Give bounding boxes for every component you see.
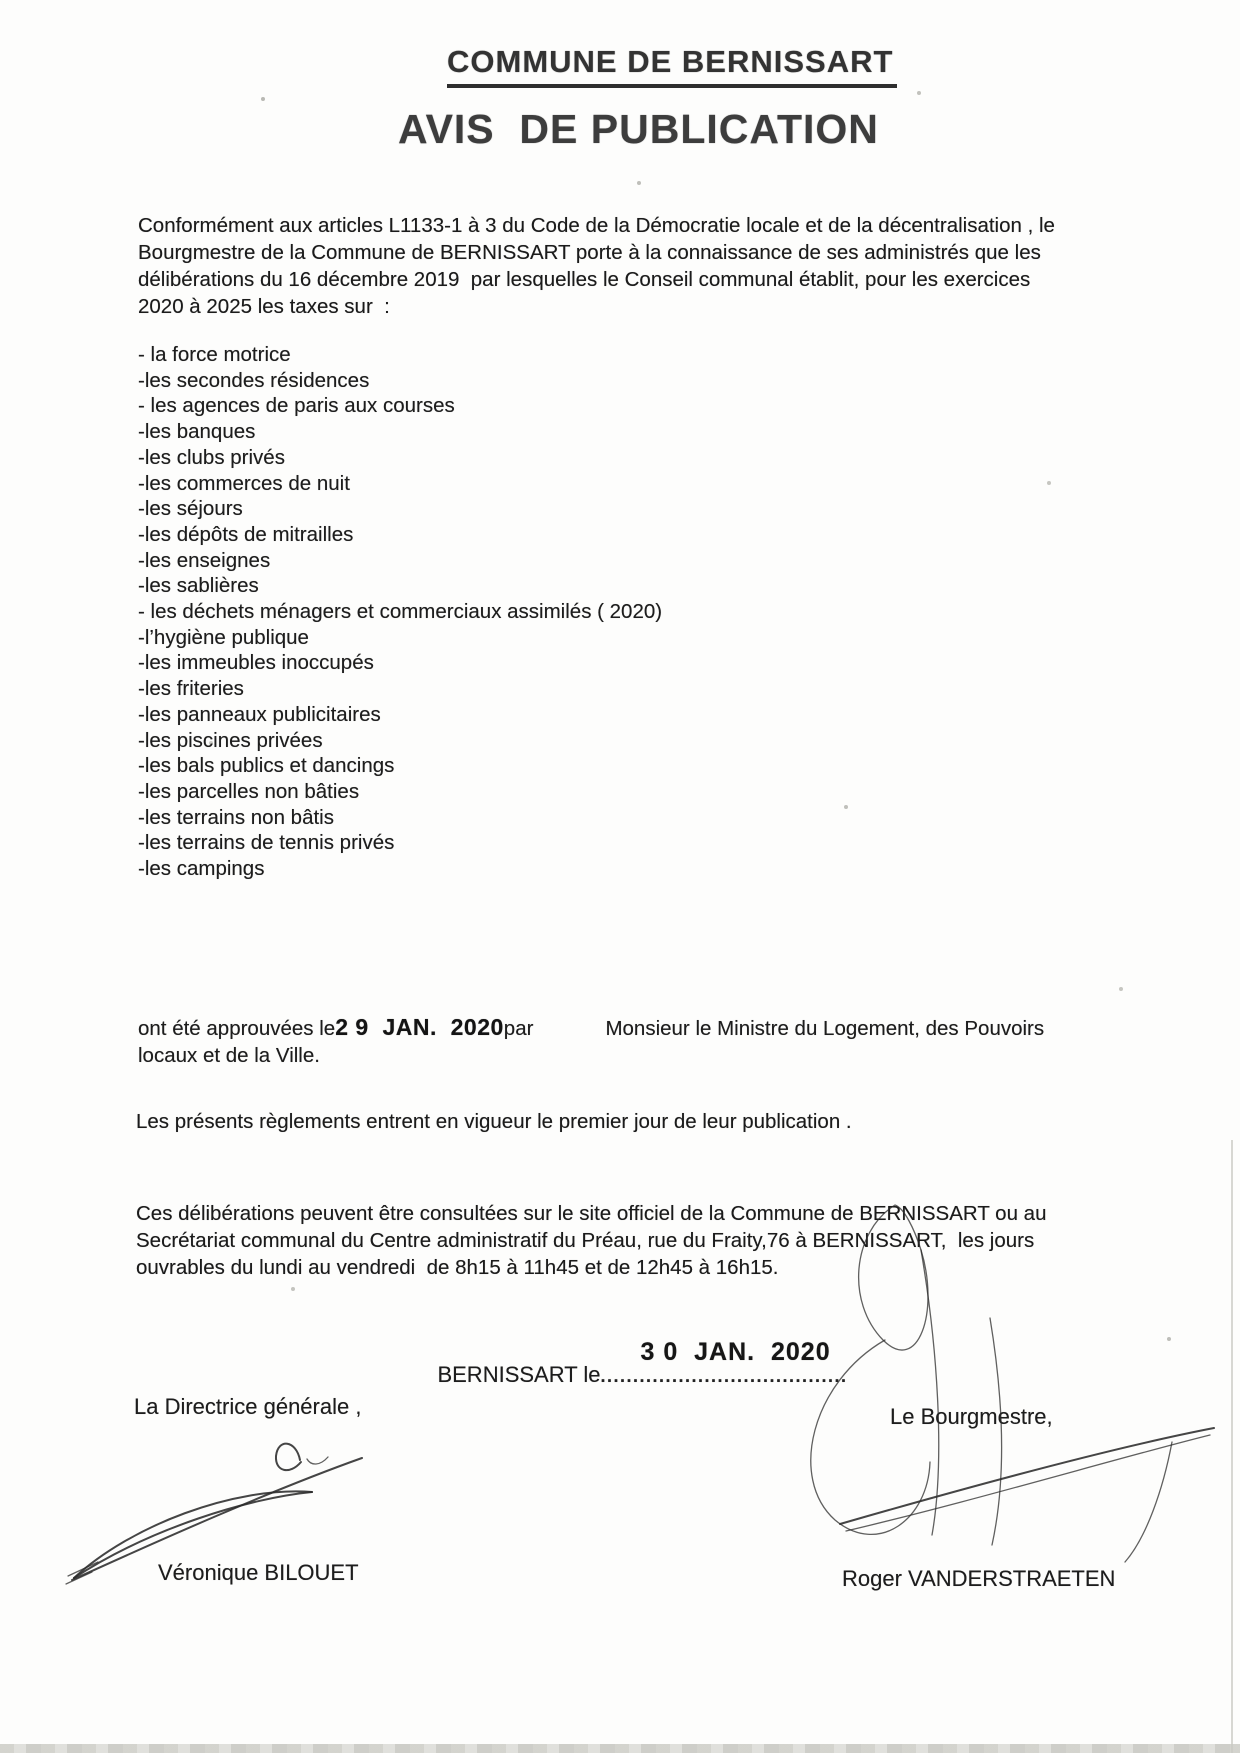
place-prefix: BERNISSART le bbox=[437, 1362, 601, 1387]
tax-list-item: -les terrains non bâtis bbox=[138, 805, 334, 829]
dotted-line: ...................................... bbox=[600, 1366, 848, 1386]
tax-list-item: -les parcelles non bâties bbox=[138, 779, 360, 803]
mayor-role-label: Le Bourgmestre, bbox=[890, 1404, 1053, 1429]
tax-list-item: -les dépôts de mitrailles bbox=[138, 522, 354, 546]
tax-list-item: -les commerces de nuit bbox=[138, 471, 350, 495]
approval-line-2: locaux et de la Ville. bbox=[138, 1044, 320, 1067]
tax-list-item: -les secondes résidences bbox=[138, 368, 370, 392]
tax-list bbox=[138, 342, 662, 882]
tax-list-item: -les panneaux publicitaires bbox=[138, 702, 381, 726]
tax-list-item: -les séjours bbox=[138, 497, 243, 521]
publication-date-stamp: 3 0 JAN. 2020 bbox=[640, 1338, 831, 1366]
tax-list-item: -les enseignes bbox=[138, 548, 271, 572]
tax-list-item: -les friteries bbox=[138, 677, 244, 701]
approval-prefix: ont été approuvées le bbox=[138, 1017, 336, 1040]
tax-list-item: -les piscines privées bbox=[138, 728, 323, 752]
approval-date-stamp: 2 9 JAN. 2020 bbox=[335, 1014, 504, 1040]
intro-paragraph: Conformément aux articles L1133-1 à 3 du Code de la Démocratie locale et de la décentralisation , le Bourgmestre de la Commune de BERNISSART porte à la connaissance de ses administrés que les délibérations du 16 décembre 2019 par lesquelles le Conseil communal établit, pour les exercices 2020 à 2025 les taxes sur : bbox=[138, 214, 1061, 318]
mayor-name: Roger VANDERSTRAETEN bbox=[842, 1566, 1116, 1591]
approval-minister: Monsieur le Ministre du Logement, des Pouvoirs bbox=[605, 1017, 1045, 1040]
approval-suffix: par bbox=[503, 1017, 534, 1040]
director-name: Véronique BILOUET bbox=[158, 1560, 359, 1585]
tax-list-item: -les clubs privés bbox=[138, 445, 285, 469]
tax-list-item: -les banques bbox=[138, 420, 256, 444]
tax-list-item: - les agences de paris aux courses bbox=[138, 394, 455, 418]
approval-line-1 bbox=[138, 1014, 1044, 1042]
tax-list-item: -les campings bbox=[138, 857, 265, 881]
scan-speckles bbox=[0, 0, 2, 2]
document-title bbox=[447, 44, 897, 88]
approval-paragraph bbox=[138, 1014, 1044, 1069]
director-role-label: La Directrice générale , bbox=[134, 1394, 362, 1419]
mayor-signature bbox=[780, 1190, 1230, 1575]
tax-list-item: -les sablières bbox=[138, 574, 259, 598]
tax-list-item: -l’hygiène publique bbox=[138, 625, 309, 649]
scan-bottom-band bbox=[0, 1744, 1240, 1753]
document-title-text: COMMUNE DE BERNISSART bbox=[447, 44, 897, 88]
consultation-paragraph: Ces délibérations peuvent être consultées sur le site officiel de la Commune de BERNISSART ou au Secrétariat communal du Centre administratif du Préau, rue du Fraity,76 à BERNISSART, les jours ouvrables du lundi au vendredi de 8h15 à 11h45 et de 12h45 à 16h15. bbox=[136, 1202, 1053, 1279]
tax-list-item: - la force motrice bbox=[138, 343, 291, 366]
effective-date-line: Les présents règlements entrent en vigueur le premier jour de leur publication . bbox=[136, 1110, 852, 1133]
scan-edge-artifact bbox=[1231, 1140, 1233, 1753]
tax-list-item: -les immeubles inoccupés bbox=[138, 651, 374, 675]
document-subtitle: AVIS DE PUBLICATION bbox=[398, 106, 879, 152]
tax-list-item: -les bals publics et dancings bbox=[138, 754, 395, 778]
tax-list-item: -les terrains de tennis privés bbox=[138, 831, 395, 855]
tax-list-item: - les déchets ménagers et commerciaux assimilés ( 2020) bbox=[138, 600, 663, 624]
